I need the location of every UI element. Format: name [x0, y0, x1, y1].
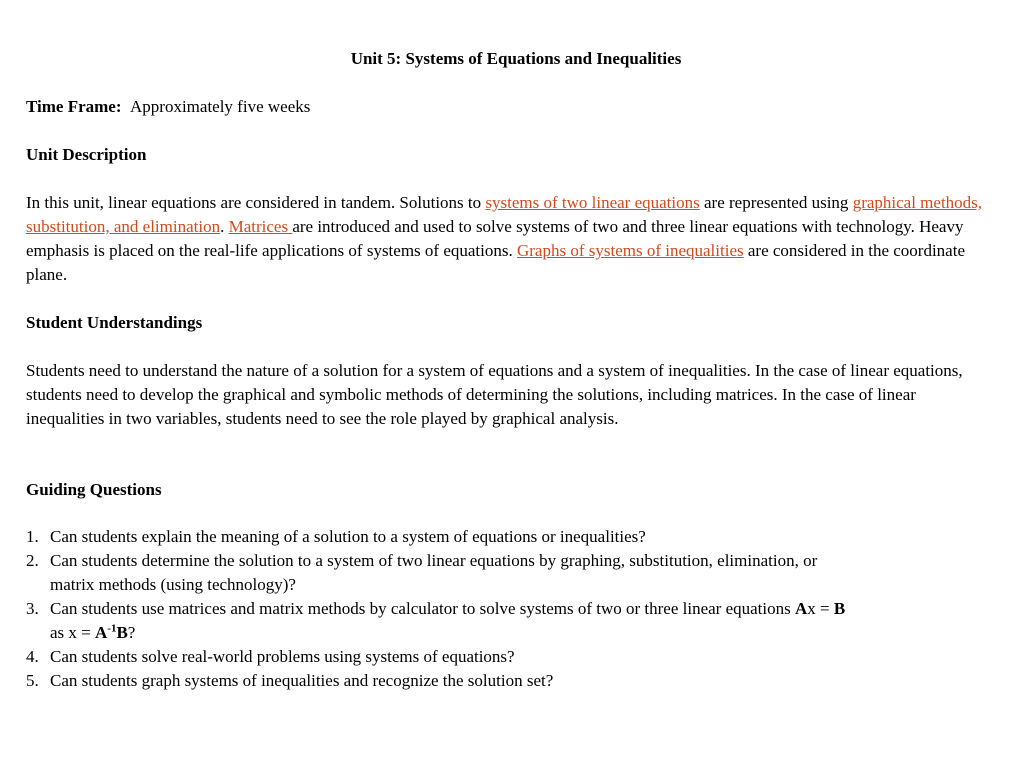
list-item-text: Can students explain the meaning of a solution to a system of equations or inequalities?: [50, 527, 646, 546]
unit-description-paragraph: [26, 191, 986, 287]
list-item-number: 3.: [26, 599, 39, 618]
unit-description-text-1: In this unit, linear equations are considered in tandem. Solutions to: [26, 193, 486, 212]
list-item: [26, 669, 986, 693]
unit-description-heading: Unit Description: [26, 145, 147, 164]
matrix-a: A: [795, 599, 808, 618]
matrix-b-2: B: [116, 623, 128, 642]
unit-description-text-3: .: [220, 217, 229, 236]
list-item-number: 5.: [26, 671, 39, 690]
guiding-questions-list: [26, 525, 986, 693]
document-page: [26, 0, 986, 768]
link-graphs-of-systems-of-inequalities[interactable]: Graphs of systems of inequalities: [516, 241, 744, 260]
list-item: [26, 525, 986, 549]
unit-description-text-4: are introduced and used to solve systems of two and three linear equations with technology. Heavy emphasis is placed on the real-life applications of systems of equations.: [26, 217, 964, 260]
guiding-questions-heading: Guiding Questions: [26, 480, 162, 499]
link-systems-of-two-linear-equations[interactable]: systems of two linear equations: [485, 193, 700, 212]
page-title: Unit 5: Systems of Equations and Inequalities: [350, 49, 682, 68]
matrix-b: B: [833, 599, 846, 618]
list-item-text: [50, 597, 850, 645]
question-3-text: Can students use matrices and matrix methods by calculator to solve systems of two or three linear equations: [50, 599, 795, 618]
unit-description-text-5: are considered in the coordinate plane.: [26, 241, 965, 284]
time-frame-value: Approximately five weeks: [130, 97, 311, 116]
list-item-number: 4.: [26, 647, 39, 666]
list-item-number: 2.: [26, 551, 39, 570]
question-mark: ?: [127, 623, 136, 642]
student-understandings-heading: Student Understandings: [26, 313, 203, 332]
list-item-text: Can students graph systems of inequalities and recognize the solution set?: [50, 671, 554, 690]
equation-x-equals: x =: [807, 599, 834, 618]
time-frame: [26, 95, 310, 119]
link-graphical-methods[interactable]: graphical methods, substitution, and elimination: [26, 193, 983, 236]
inverse-exponent: -1: [107, 622, 117, 635]
equation-as-x-equals: as x =: [50, 623, 95, 642]
list-item: [26, 597, 986, 645]
matrix-a-inverse: $A^{-1}$: [95, 622, 117, 642]
student-understandings-paragraph: Students need to understand the nature of a solution for a system of equations and a system of inequalities. In the case of linear equations, students need to develop the graphical and symbolic methods of determining the solutions, including matrices. In the case of linear inequalities in two variables, students need to see the role played by graphical analysis.: [26, 361, 963, 428]
list-item-number: 1.: [26, 527, 39, 546]
list-item: [26, 645, 986, 669]
unit-description-text-2: are represented using: [699, 193, 853, 212]
list-item-text: Can students determine the solution to a system of two linear equations by graphing, substitution, elimination, or matrix methods (using technology)?: [50, 551, 818, 594]
list-item-text: Can students solve real-world problems using systems of equations?: [50, 647, 515, 666]
link-matrices[interactable]: Matrices: [228, 217, 293, 236]
list-item: [26, 549, 986, 597]
time-frame-label: Time Frame:: [26, 97, 122, 116]
